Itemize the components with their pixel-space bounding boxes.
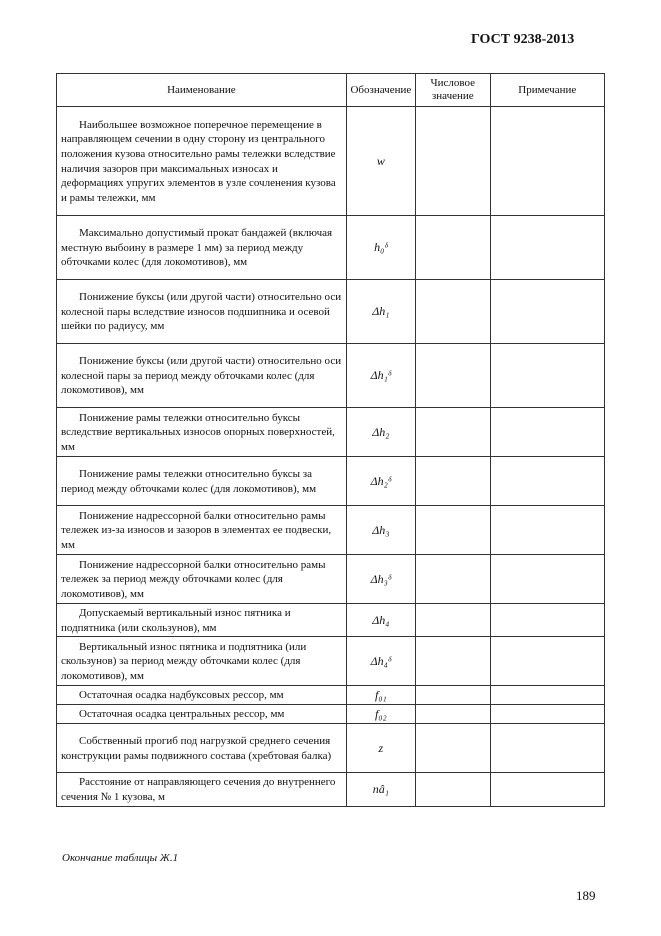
row-note-cell	[490, 107, 604, 216]
row-name-cell: Допускаемый вертикальный износ пятника и подпятника (или скользунов), мм	[57, 604, 347, 637]
page-number: 189	[576, 888, 596, 903]
row-value-cell	[416, 555, 491, 604]
row-note-cell	[490, 686, 604, 705]
row-symbol-cell: Δh₄	[346, 604, 415, 637]
row-note-cell	[490, 344, 604, 408]
row-value-cell	[416, 457, 491, 506]
column-header-value: Числовое значение	[416, 74, 491, 107]
row-note-cell	[490, 604, 604, 637]
row-symbol-cell: Δh₄ᵟ	[346, 637, 415, 686]
table-row	[57, 216, 605, 280]
row-value-cell	[416, 686, 491, 705]
column-header-name: Наименование	[57, 74, 347, 107]
row-note-cell	[490, 280, 604, 344]
table-row	[57, 705, 605, 724]
row-name-cell: Понижение рамы тележки относительно буксы за период между обточками колес (для локомотивов), мм	[57, 457, 347, 506]
row-symbol-cell: Δh₂ᵟ	[346, 457, 415, 506]
row-symbol-cell: f₀₂	[346, 705, 415, 724]
table-row	[57, 107, 605, 216]
row-value-cell	[416, 344, 491, 408]
table-row	[57, 506, 605, 555]
row-note-cell	[490, 457, 604, 506]
table-row	[57, 408, 605, 457]
row-value-cell	[416, 773, 491, 807]
table-row	[57, 280, 605, 344]
row-note-cell	[490, 408, 604, 457]
row-value-cell	[416, 216, 491, 280]
row-value-cell	[416, 724, 491, 773]
row-note-cell	[490, 555, 604, 604]
table-row	[57, 344, 605, 408]
row-note-cell	[490, 637, 604, 686]
parameters-table	[56, 73, 605, 807]
row-name-cell: Понижение надрессорной балки относительно рамы тележек из-за износов и зазоров в элементах ее подвески, мм	[57, 506, 347, 555]
row-note-cell	[490, 724, 604, 773]
row-value-cell	[416, 705, 491, 724]
row-symbol-cell: Δh₁	[346, 280, 415, 344]
row-name-cell: Понижение рамы тележки относительно буксы вследствие вертикальных износов опорных поверхностей, мм	[57, 408, 347, 457]
row-symbol-cell: nâ₁	[346, 773, 415, 807]
row-value-cell	[416, 280, 491, 344]
row-symbol-cell: w	[346, 107, 415, 216]
document-code: ГОСТ 9238-2013	[471, 32, 575, 47]
column-header-note: Примечание	[490, 74, 604, 107]
row-symbol-cell: Δh₃	[346, 506, 415, 555]
column-header-symbol: Обозначение	[346, 74, 415, 107]
table-row	[57, 773, 605, 807]
row-name-cell: Остаточная осадка центральных рессор, мм	[57, 705, 347, 724]
row-value-cell	[416, 604, 491, 637]
row-name-cell: Остаточная осадка надбуксовых рессор, мм	[57, 686, 347, 705]
row-name-cell: Понижение буксы (или другой части) относительно оси колесной пары вследствие износов подшипника и осевой шейки по радиусу, мм	[57, 280, 347, 344]
row-note-cell	[490, 506, 604, 555]
row-name-cell: Наибольшее возможное поперечное перемещение в направляющем сечении в одну сторону из центрального положения кузова относительно рамы тележки вследствие наличия зазоров при максимальных износах и деформациях упругих элементов в узле сочленения кузова и рамы тележки, мм	[57, 107, 347, 216]
row-symbol-cell: h₀ᵟ	[346, 216, 415, 280]
row-symbol-cell: Δh₁ᵟ	[346, 344, 415, 408]
table-continuation-note: Окончание таблицы Ж.1	[62, 852, 179, 864]
table-row	[57, 457, 605, 506]
row-value-cell	[416, 107, 491, 216]
row-symbol-cell: f₀₁	[346, 686, 415, 705]
table-row	[57, 555, 605, 604]
row-note-cell	[490, 705, 604, 724]
row-name-cell: Расстояние от направляющего сечения до внутреннего сечения № 1 кузова, м	[57, 773, 347, 807]
row-symbol-cell: Δh₃ᵟ	[346, 555, 415, 604]
row-name-cell: Собственный прогиб под нагрузкой среднего сечения конструкции рамы подвижного состава (хребтовая балка)	[57, 724, 347, 773]
row-symbol-cell: z	[346, 724, 415, 773]
row-name-cell: Понижение буксы (или другой части) относительно оси колесной пары за период между обточками колес (для локомотивов), мм	[57, 344, 347, 408]
table-row	[57, 724, 605, 773]
table-row	[57, 637, 605, 686]
row-symbol-cell: Δh₂	[346, 408, 415, 457]
row-value-cell	[416, 408, 491, 457]
table-row	[57, 604, 605, 637]
row-note-cell	[490, 216, 604, 280]
row-value-cell	[416, 637, 491, 686]
row-value-cell	[416, 506, 491, 555]
row-note-cell	[490, 773, 604, 807]
row-name-cell: Понижение надрессорной балки относительно рамы тележек за период между обточками колес (для локомотивов), мм	[57, 555, 347, 604]
table-row	[57, 686, 605, 705]
row-name-cell: Вертикальный износ пятника и подпятника (или скользунов) за период между обточками колес (для локомотивов), мм	[57, 637, 347, 686]
row-name-cell: Максимально допустимый прокат бандажей (включая местную выбоину в размере 1 мм) за период между обточками колес (для локомотивов), мм	[57, 216, 347, 280]
